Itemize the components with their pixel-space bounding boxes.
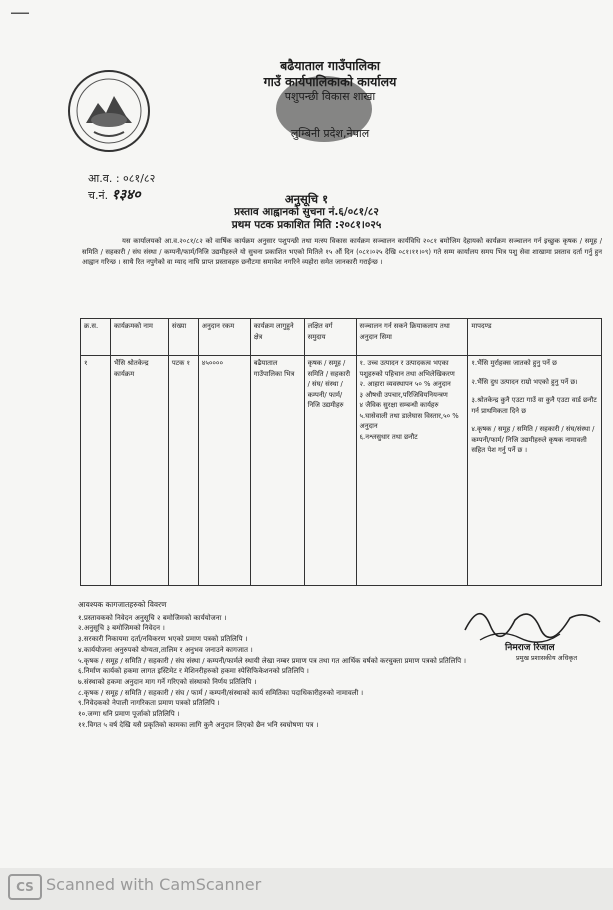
emblem-logo — [66, 68, 152, 154]
col-header-amount: अनुदान रकम — [198, 319, 250, 356]
col-header-sn: क्र.स. — [81, 319, 111, 356]
col-header-criteria: मापदण्ड — [468, 319, 602, 356]
col-header-area: कार्यक्रम लागुहुने क्षेत्र — [250, 319, 304, 356]
activity-item: ६.नश्लसुधार तथा छनौट — [359, 432, 418, 441]
camscanner-badge: CS — [8, 874, 42, 900]
document-item: ३.सरकारी निकायमा दर्ता/नविकरण भएको प्रमाण पत्रको प्रतिलिपि । — [78, 635, 248, 644]
document-item: ६.निर्माण कार्यको हकमा लागत इस्टिमेट र मेशिनरीहरुको हकमा स्पेसिफिकेशनको प्रतिलिपि । — [78, 667, 309, 676]
cell-target: कृषक / समूह / समिति / सहकारी / संघ/ संस्था / कम्पनी/ फार्म/ निजि उद्यमीहरु — [304, 356, 356, 586]
documents-heading: आवश्यक कागजातहरुको विवरण — [78, 600, 167, 609]
document-item: ७.संस्थाको हकमा अनुदान माग गर्ने गरिएको संस्थाको निर्णय प्रतिलिपि । — [78, 677, 257, 686]
camscanner-watermark: Scanned with CamScanner — [46, 875, 262, 894]
col-header-activities: सञ्चालन गर्न सकने क्रियाकलाप तथा अनुदान सिमा — [356, 319, 468, 356]
municipality-name: बढैयाताल गाउँपालिका — [280, 58, 380, 73]
fiscal-year: आ.व. : ०८१/८२ — [88, 172, 156, 185]
annex-title: अनुसूचि १ — [284, 192, 329, 206]
signatory-title: प्रमुख प्रशासकीय अधिकृत — [516, 654, 578, 662]
cell-area: बढैयाताल गाउँपालिका भित्र — [250, 356, 304, 586]
document-item: ८.कृषक / समूह / समिति / सहकारी / संघ / फार्म / कम्पनी/संस्थाको कार्य समितिका पदाधिकारीहरुको नामावली । — [78, 688, 364, 697]
document-item: १०.जग्गा धनि प्रमाण पूर्जाको प्रतिलिपि । — [78, 710, 180, 719]
col-header-count: संख्या — [168, 319, 198, 356]
cell-amount: ४५०००० — [198, 356, 250, 586]
signatory-name: निमराज रिजाल — [505, 643, 555, 653]
cell-count: पटक १ — [168, 356, 198, 586]
activity-item: ५.घासेवाली तथा डालेघास विस्तार,५० % अनुदान — [359, 411, 459, 430]
activity-item: १. उच्च उत्पादन र उत्पादकत्व भएका पशुहरुको पहिचान तथा अभिलेखिकरण — [359, 359, 455, 378]
table-row — [81, 356, 602, 586]
table-header-row — [81, 319, 602, 356]
dispatch-label: च.नं. — [88, 189, 109, 202]
department-name: पशुपन्छी विकास शाखा — [284, 90, 376, 103]
activity-item: २. आहारा व्यवस्थापन ५० % अनुदान — [359, 380, 451, 388]
col-header-target: लक्षित वर्ग समुदाय — [304, 319, 356, 356]
cell-activities — [356, 356, 468, 586]
cell-criteria — [468, 356, 602, 586]
program-table — [80, 318, 602, 586]
notice-number: प्रस्ताव आह्वानको सुचना नं.६/०८१/८२ — [234, 206, 379, 218]
document-item: २.अनुसूचि ३ बमोजिमको निवेदन । — [78, 624, 165, 633]
criteria-item: ४.कृषक / समूह / समिति / सहकारी / संघ/संस्था / कम्पनी/फार्म/ निजि उद्यमीहरुले कृषक नामावली सहित पेश गर्नु पर्ने छ । — [471, 425, 595, 454]
criteria-item: ३.श्रोतकेन्द्र कुनै एउटा गाउँ वा कुनै एउटा वार्ड छनौट गर्न प्राथमिकता दिने छ — [471, 396, 597, 415]
cell-sn: १ — [81, 356, 111, 586]
criteria-item: २.भैंसि दुध उत्पादन राम्रो भएको हुनु पर्ने छ। — [471, 377, 578, 386]
document-item: ११.विगत ५ वर्ष देखि यसै प्रकृतिको कामका लागि कुनै अनुदान लिएको छैन भनि स्वघोषणा पत्र । — [78, 720, 319, 729]
office-name: गाउँ कार्यपालिकाको कार्यालय — [263, 74, 397, 89]
punch-mark-icon: — — [10, 0, 30, 24]
dispatch-number: १३४० — [111, 187, 141, 203]
letterhead — [230, 58, 430, 141]
criteria-item: १.भैंसि मुर्राहक्स जातको हुनु पर्ने छ — [471, 359, 557, 367]
document-item: ४.कार्ययोजना अनुरुपको योग्यता,तालिम र अनुभव जनाउने कागजात । — [78, 645, 253, 654]
document-item: ९.निवेदकको नेपाली नागरिकता प्रमाण पत्रको प्रतिलिपि । — [78, 699, 220, 708]
intro-paragraph: यस कार्यालयको आ.व.२०८१/८२ को वार्षिक कार्यक्रम अनुसार पशुपन्छी तथा मत्स्य विकास कार्यक्रम सञ्चालन कार्यविधि २०८१ बमोजिम देहायको कार्यक्रम सञ्चालन गर्न इच्छुक कृषक / समूह / समिति / सहकारी / संघ संस्था / कम्पनी/फार्म/निजि उद्यमीहरुले यो सुचना प्रकाशित भएको मितिले १५ औं दिन (०८१।०२५ देखि ०८१।११।०९) गते सम्म कार्यालय समय भित्र पशु सेवा शाखामा प्रस्ताव दर्ता गर्नु हुन आह्वान गरिन्छ । साथै रित नपुगेको वा म्याद नाघि प्राप्त प्रस्तावहरु छनौटमा समावेश नगरिने व्यहोरा समेत जानकारी गराईन्छ । — [82, 237, 602, 266]
publish-date: प्रथम पटक प्रकाशित मिति :२०८१।०२५ — [231, 219, 382, 231]
col-header-program: कार्यक्रमको नाम — [110, 319, 168, 356]
cell-program: भैंसि श्रोतकेन्द्र कार्यक्रम — [110, 356, 168, 586]
activity-item: ३ औषधी उपचार,परिजिवियनियन्त्रण — [359, 390, 448, 399]
document-item: १.प्रस्तावकको निवेदन अनुसूचि २ बमोजिमको कार्ययोजना । — [78, 613, 227, 622]
required-documents — [78, 600, 498, 730]
address: लुम्बिनी प्रदेश,नेपाल — [290, 127, 370, 140]
activity-item: ४ जैविक सुरक्षा सम्बन्धी कार्यहरु — [359, 401, 439, 409]
notice-titles — [0, 192, 613, 232]
document-item: ५.कृषक / समूह / समिति / सहकारी / संघ संस्था / कम्पनी/फार्मले स्थायी लेखा नम्बर प्रमाण पत्र तथा गत आर्थिक वर्षको करचुक्ता प्रमाण पत्रको प्रतिलिपि । — [78, 656, 466, 665]
